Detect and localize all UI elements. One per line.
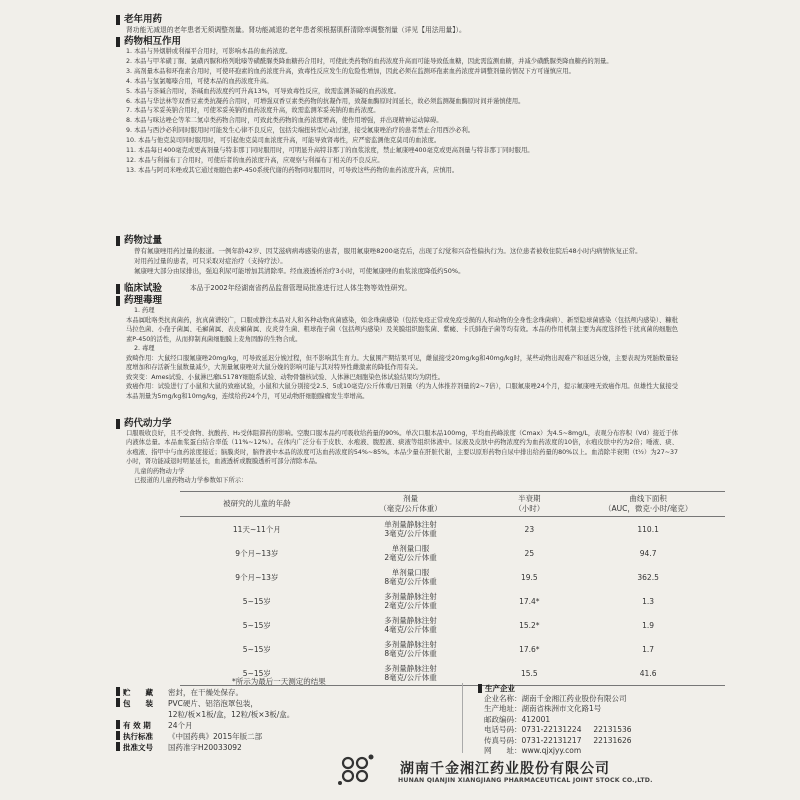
info-label xyxy=(116,687,168,698)
col-auc xyxy=(571,492,725,517)
package-value-2: 12粒/板×1板/盒，12粒/板×3板/盒。 xyxy=(168,710,295,719)
table-row xyxy=(180,541,725,565)
dose-amount: 3毫克/公斤体重 xyxy=(384,529,437,538)
table-row xyxy=(180,613,725,637)
section-title-clinical: 临床试验 xyxy=(124,283,163,294)
section-header-clinical xyxy=(116,283,162,295)
table-row xyxy=(180,517,725,542)
table-row xyxy=(180,637,725,661)
col-halflife-unit: （小时） xyxy=(514,504,545,513)
info-label xyxy=(116,731,168,742)
standard-value: 《中国药典》2015年版二部 xyxy=(168,732,263,741)
divider xyxy=(462,683,463,753)
interaction-item: 12. 本品与利福布丁合用时，可使后者的血药浓度升高，应观察与利福布丁相关的不良反应。 xyxy=(126,156,384,164)
mfr-postal: 412001 xyxy=(521,714,551,724)
section-title-interactions: 药物相互作用 xyxy=(124,36,182,47)
interaction-item: 4. 本品与氢氯噻嗪合用，可使本品的血药浓度升高。 xyxy=(126,77,273,85)
storage-value: 密封，在干燥处保存。 xyxy=(168,688,243,697)
label-marker xyxy=(116,720,120,729)
validity-value: 24个月 xyxy=(168,721,193,730)
dose-route: 多剂量静脉注射 xyxy=(384,591,437,601)
mfr-fax-1: 0731-22131217 xyxy=(521,735,582,745)
dose-route: 多剂量静脉注射 xyxy=(384,663,437,673)
toxicology-line: 本品属吡咯类抗真菌药，抗真菌谱较广，口服或静注本品对人和各种动物真菌感染，如念珠菌感染（包括免疫正常或免疫受损的人和动物的全身性念珠菌病）、新型隐球菌感染（包括颅内感染）、糠秕马拉色菌、小孢子菌属、毛癣菌属、表皮癣菌属、皮炎芽生菌、粗球孢子菌（包括颅内感染）及荚膜组织胞浆菌、紫癜、卡氏肺孢子菌等均有效。本品的作用机制主要为高度选择性干扰真菌的细胞色素P-450的活性，从而抑制真菌细胞膜上麦角固醇的生物合成。 xyxy=(126,316,678,343)
cell-dose xyxy=(334,541,488,565)
info-label xyxy=(116,698,168,709)
mfr-phone-2: 22131536 xyxy=(593,725,632,735)
label-marker xyxy=(116,698,120,707)
label-marker xyxy=(478,684,482,693)
toxicology-line: 致突变：Ames试验、小鼠淋巴瘤L5178Y细胞系试验、动物骨髓核试验、人体淋巴细胞染色体试验结果均为阴性。 xyxy=(126,373,445,381)
mfr-fax-row xyxy=(478,736,678,746)
cell-age: 5~15岁 xyxy=(180,661,334,686)
cell-halflife: 17.4* xyxy=(519,596,540,606)
logo-ring xyxy=(343,758,353,768)
validity-label: 有 效 期 xyxy=(123,721,151,730)
interaction-item: 11. 本品每日400毫克或更高剂量与特非那丁同时服用时，可明显升高特非那丁的血浆浓度，禁止氟康唑400毫克或更高剂量与特非那丁同时服用。 xyxy=(126,147,534,155)
col-auc-title: 曲线下面积 xyxy=(629,494,667,503)
dose-amount: 4毫克/公斤体重 xyxy=(384,625,437,634)
info-label xyxy=(116,742,168,753)
manufacturer-title: 生产企业 xyxy=(485,684,515,693)
standard-label: 执行标准 xyxy=(123,732,153,741)
company-logo-icon xyxy=(335,752,377,788)
manufacturer-header xyxy=(478,683,678,694)
mfr-web: www.qjxjyy.com xyxy=(521,746,582,756)
package-value-1: PVC硬片、铝箔泡罩包装， xyxy=(168,699,258,708)
cell-dose xyxy=(334,589,488,613)
section-title-toxicology: 药理毒理 xyxy=(124,295,163,306)
info-validity xyxy=(116,720,446,731)
interaction-item: 1. 本品与异烟肼或利福平合用时，可影响本品的血药浓度。 xyxy=(126,48,292,55)
overdose-line: 对用药过量的患者，可只采取对症治疗（支持疗法）。 xyxy=(134,257,287,265)
dose-amount: 8毫克/公斤体重 xyxy=(384,577,437,586)
cell-dose xyxy=(334,565,488,589)
mfr-name-row xyxy=(478,694,678,704)
logo-ring xyxy=(357,758,367,768)
toxicology-line: 致癌作用：试验进行了小鼠和大鼠的致癌试验，小鼠和大鼠分别接受2.5、5或10毫克/公斤体重/日剂量（约为人体推荐剂量的2~7倍），口服氟康唑24个月，提示氟康唑无致癌作用。但雄性大鼠接受本品剂量为5mg/kg和10mg/kg，连续给药24个月，可见动物肝细胞腺瘤发生率增高。 xyxy=(126,383,678,400)
header-marker xyxy=(116,15,120,25)
section-title-elderly: 老年用药 xyxy=(124,14,163,25)
header-marker xyxy=(116,419,120,429)
cell-halflife: 15.5 xyxy=(487,661,571,686)
logo-dot xyxy=(338,781,342,785)
interaction-item: 8. 本品与咪达唑仑等苯二氮卓类药物合用时，可致此类药物的血药浓度增高，使作用增强，并出现精神运动障碍。 xyxy=(126,117,443,125)
col-dose-title: 剂量 xyxy=(403,494,419,503)
pk-line: 口服吸收良好，且不受食物、抗酸药、H₂受体阻滞药的影响。空腹口服本品约可吸收给药量的90%。单次口服本品100mg，平均血药峰浓度（Cmax）为4.5~8mg/L，表观分布容积（Vd）接近于体内液体总量。本品血浆蛋白结合率低（11%~12%）。在体内广泛分布于皮肤、水疱液、腹腔液、痰液等组织体液中。尿液及皮肤中药物浓度约为血药浓度的10倍，水疱皮肤中约为2倍；唾液、痰、水疱液、指甲中与血药浓度接近；脑膜炎时，脑脊液中本品的浓度可达血药浓度的54%~85%。本品少量在肝脏代谢，主要以原形药物自尿中排出给药量的80%以上。血消除半衰期（t½）为27~37小时，肾功能减退时明显延长，血液透析或腹膜透析可部分清除本品。 xyxy=(126,430,678,466)
cell-halflife: 23 xyxy=(524,524,535,534)
mfr-fax-2: 22131626 xyxy=(593,735,632,745)
interactions-list xyxy=(126,47,678,176)
interaction-item: 3. 高剂量本品和环孢素合用时，可使环孢素的血药浓度升高，致毒性反应发生的危险性增加，因此必须在监测环孢素血药浓度并调整剂量的情况下方可谨慎应用。 xyxy=(126,67,575,75)
mfr-address-row xyxy=(478,704,678,714)
cell-dose xyxy=(334,661,488,686)
cell-halflife: 25 xyxy=(524,548,535,558)
cell-age: 9个月~13岁 xyxy=(235,572,279,582)
cell-auc: 110.1 xyxy=(637,524,659,534)
toxicology-text xyxy=(126,306,678,401)
cell-age: 11天~11个月 xyxy=(232,524,281,534)
overdose-line: 氟康唑大部分由尿排出，强迫利尿可能增加其清除率。经血液透析治疗3小时，可使氟康唑的血浆浓度降低约50%。 xyxy=(134,267,465,275)
mfr-phone-label: 电话号码： xyxy=(484,725,522,735)
header-marker xyxy=(116,37,120,47)
dose-amount: 8毫克/公斤体重 xyxy=(384,673,437,682)
cell-auc: 362.5 xyxy=(637,572,659,582)
mfr-web-label: 网 址： xyxy=(484,746,522,756)
cell-auc: 1.3 xyxy=(642,596,655,606)
info-package xyxy=(116,698,446,709)
pk-line: 已报道的儿童药物动力学参数如下所示： xyxy=(134,477,248,485)
mfr-phone-row xyxy=(478,725,678,735)
col-halflife-title: 半衰期 xyxy=(518,494,541,503)
cell-dose xyxy=(334,613,488,637)
mfr-fax-label: 传真号码： xyxy=(484,735,522,745)
cell-halflife: 17.6* xyxy=(519,644,540,654)
cell-age: 5~15岁 xyxy=(242,644,271,654)
logo-ring xyxy=(357,771,367,781)
table-row xyxy=(180,565,725,589)
interaction-item: 2. 本品与甲苯磺丁脲、氯磺丙脲和格列吡嗪等磺酰脲类降血糖药合用时，可使此类药物的血药浓度升高而可能导致低血糖，因此需监测血糖，并减少磺酰脲类降血糖药的剂量。 xyxy=(126,57,613,65)
col-halflife xyxy=(487,492,571,517)
storage-label: 贮 藏 xyxy=(123,688,153,697)
info-standard xyxy=(116,731,446,742)
cell-age: 5~15岁 xyxy=(242,596,271,606)
cell-dose xyxy=(334,637,488,661)
package-label: 包 装 xyxy=(123,699,153,708)
interaction-item: 9. 本品与西沙必利同时服用时可能发生心律不良反应，包括尖端扭转型心动过速，接受氟康唑治疗的患者禁止合用西沙必利。 xyxy=(126,127,475,135)
dose-route: 单剂量口服 xyxy=(391,567,430,577)
mfr-name: 湖南千金湘江药业股份有限公司 xyxy=(521,694,627,703)
header-marker xyxy=(116,296,120,306)
toxicology-line: 1. 药理 xyxy=(134,307,155,314)
dose-amount: 2毫克/公斤体重 xyxy=(384,601,437,610)
col-age: 被研究的儿童的年龄 xyxy=(180,492,334,517)
label-marker xyxy=(116,687,120,696)
dose-route: 单剂量口服 xyxy=(391,543,430,553)
mfr-postal-label: 邮政编码： xyxy=(484,714,522,724)
cell-auc: 1.9 xyxy=(642,620,655,630)
pk-line: 儿童的药物动力学 xyxy=(134,467,185,475)
mfr-web-row xyxy=(478,746,678,756)
col-dose-unit: （毫克/公斤体重） xyxy=(379,504,442,513)
approval-label: 批准文号 xyxy=(123,743,153,752)
manufacturer-block xyxy=(478,683,678,756)
mfr-address-label: 生产地址： xyxy=(484,704,522,714)
label-marker xyxy=(116,731,120,740)
table-header-row xyxy=(180,492,725,517)
cell-halflife: 15.2* xyxy=(519,620,540,630)
section-title-overdose: 药物过量 xyxy=(124,235,163,246)
elderly-paragraph: 肾功能无减退的老年患者无须调整剂量。肾功能减退的老年患者须根据肌酐清除率调整剂量（详见【用法用量】）。 xyxy=(126,26,466,34)
mfr-phone-1: 0731-22131224 xyxy=(521,725,582,735)
col-dose xyxy=(334,492,488,517)
label-marker xyxy=(116,742,120,751)
company-name-cn: 湖南千金湘江药业股份有限公司 xyxy=(400,761,610,777)
mfr-postal-row xyxy=(478,715,678,725)
cell-auc: 94.7 xyxy=(639,548,657,558)
info-package-2 xyxy=(168,709,498,720)
overdose-line: 曾有氟康唑用药过量的报道。一例年龄42岁、因艾滋病病毒感染的患者，服用氟康唑8200毫克后，出现了幻觉和兴奋性偏执行为。这位患者被收住院后48小时内病情恢复正常。 xyxy=(134,247,642,255)
mfr-name-label: 企业名称： xyxy=(484,694,522,703)
cell-auc: 41.6 xyxy=(571,661,725,686)
approval-value: 国药准字H20033092 xyxy=(168,743,242,752)
dose-route: 多剂量静脉注射 xyxy=(384,615,437,625)
interaction-item: 10. 本品与他克莫司同时服用时，可引起他克莫司血浓度升高，可能导致肾毒性，应严密监测他克莫司的血浓度。 xyxy=(126,137,441,145)
info-approval xyxy=(116,742,446,753)
pk-text xyxy=(126,429,678,485)
cell-auc: 1.7 xyxy=(642,644,655,654)
logo-ring xyxy=(343,771,353,781)
dose-route: 多剂量静脉注射 xyxy=(384,639,437,649)
company-name-en: HUNAN QIANJIN XIANGJIANG PHARMACEUTICAL JOINT STOCK CO.,LTD. xyxy=(398,777,653,784)
interaction-item: 5. 本品与茶碱合用时，茶碱血药浓度约可升高13%，可导致毒性反应，故需监测茶碱的血药浓度。 xyxy=(126,87,400,95)
cell-halflife: 19.5 xyxy=(520,572,538,582)
clinical-paragraph: 本品于2002年经湖南省药品监督管理局批准进行过人体生物等效性研究。 xyxy=(190,284,412,292)
clinical-text xyxy=(190,283,678,294)
dose-amount: 2毫克/公斤体重 xyxy=(384,553,437,562)
overdose-text xyxy=(126,246,678,276)
pk-table xyxy=(180,491,725,686)
elderly-text xyxy=(126,25,678,36)
dose-route: 单剂量静脉注射 xyxy=(384,519,437,529)
dose-amount: 8毫克/公斤体重 xyxy=(384,649,437,658)
cell-age: 5~15岁 xyxy=(242,620,271,630)
table-row xyxy=(180,589,725,613)
col-auc-unit: （AUC，微克·小时/毫克） xyxy=(603,504,693,513)
table-footnote: *所示为最后一天测定的结果 xyxy=(232,677,326,686)
cell-age: 9个月~13岁 xyxy=(235,548,279,558)
info-storage xyxy=(116,687,446,698)
section-title-pk: 药代动力学 xyxy=(124,418,172,429)
logo-dot xyxy=(369,755,374,760)
interaction-item: 6. 本品与华法林等双香豆素类抗凝药合用时，可增强双香豆素类药物的抗凝作用，致凝血酶原时间延长，故必须监测凝血酶原时间并谨慎使用。 xyxy=(126,97,525,105)
toxicology-line: 2. 毒理 xyxy=(134,345,155,352)
info-label xyxy=(116,720,168,731)
cell-dose xyxy=(334,517,488,542)
header-marker xyxy=(116,284,120,294)
interaction-item: 13. 本品与阿司米唑或其它通过细胞色素P-450系统代谢的药物同时服用时，可导致这些药物的血药浓度升高，应慎用。 xyxy=(126,166,459,174)
mfr-address: 湖南省株洲市文化路1号 xyxy=(521,704,602,714)
header-marker xyxy=(116,236,120,246)
toxicology-line: 致畸作用：大鼠经口服氟康唑20mg/kg，可导致延迟分娩过程，但不影响其生育力。大鼠围产期结果可见，雌鼠接受20mg/kg和40mg/kg时，某些动物出现难产和延迟分娩，主要表现为死胎数量轻度增加和存活新生鼠数量减少，大剂量氟康唑对大鼠分娩的影响可能与其对特异性雌激素的降低作用有关。 xyxy=(126,354,678,371)
interaction-item: 7. 本品与苯妥英钠合用时，可使苯妥英钠的血药浓度升高，故需监测苯妥英钠的血药浓度。 xyxy=(126,107,380,115)
